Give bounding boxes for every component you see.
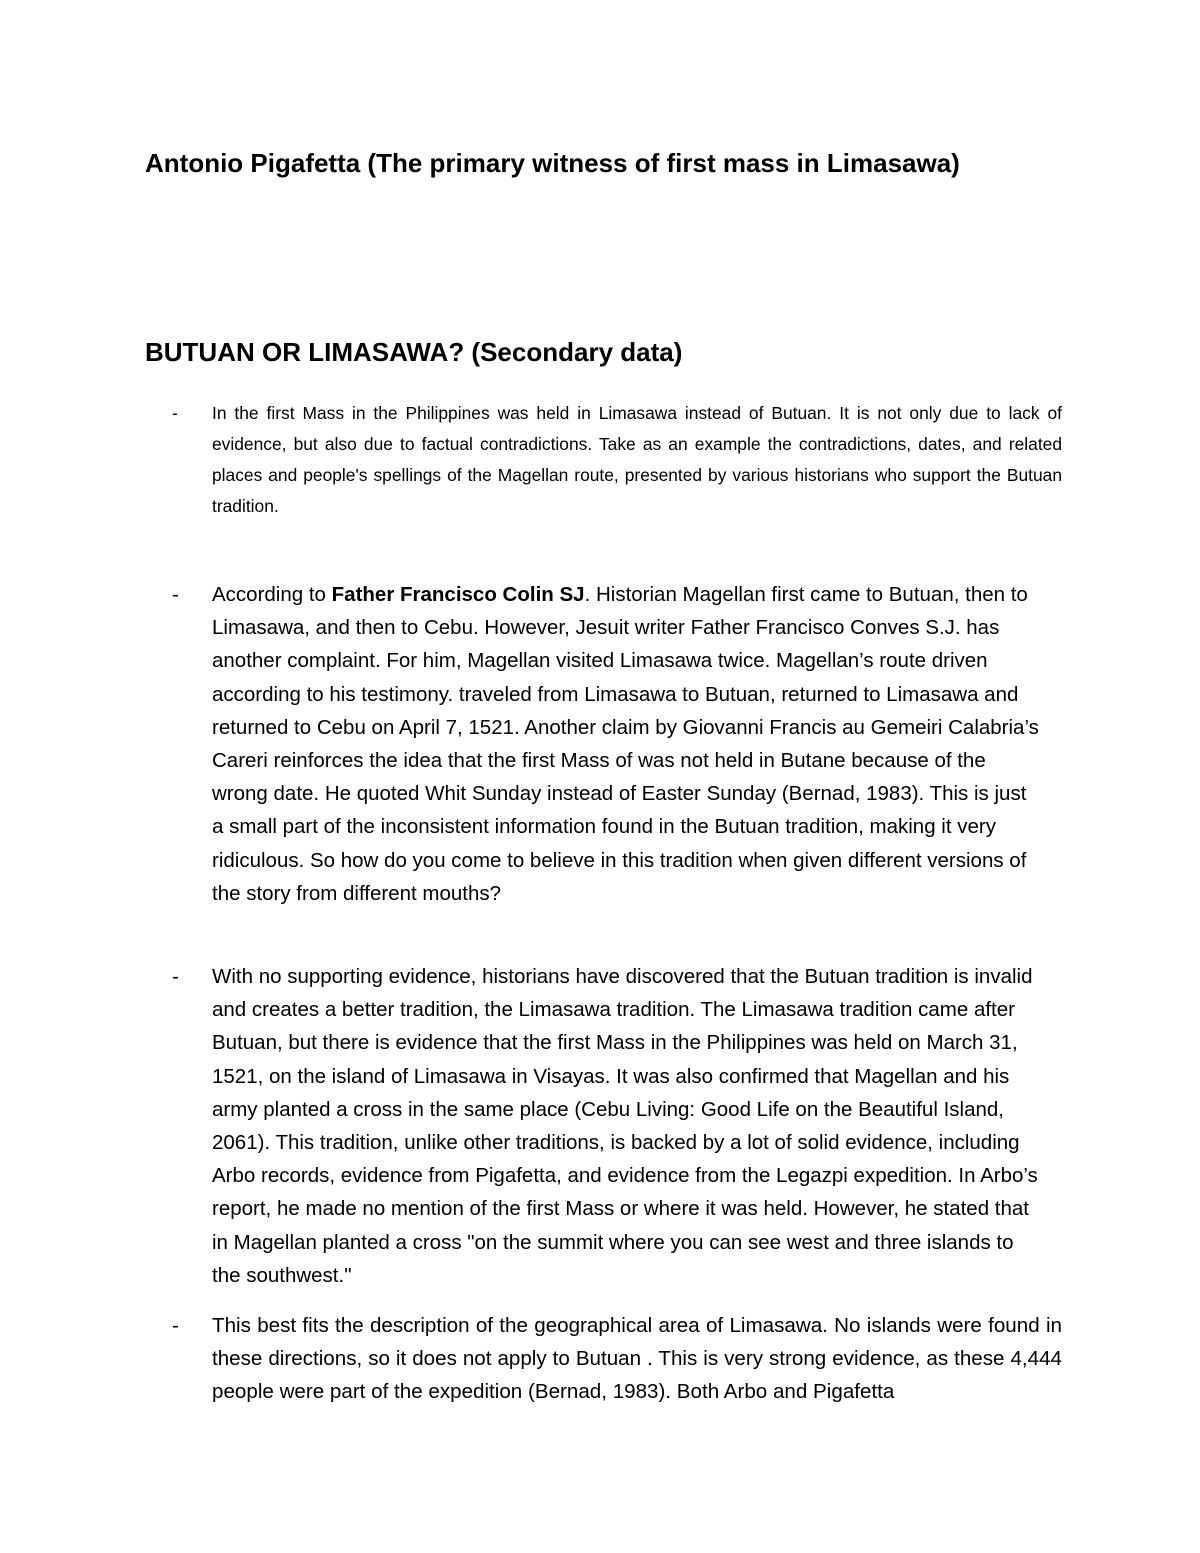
bullet-marker: - bbox=[172, 583, 179, 606]
page-title: Antonio Pigafetta (The primary witness of first mass in Limasawa) bbox=[145, 148, 960, 178]
paragraph-text bbox=[212, 578, 1042, 910]
paragraph-text-rest: . Historian Magellan first came to Butuan, then to Limasawa, and then to Cebu. However, Jesuit writer Father Francisco Conves S.J. has another complaint. For him, Magellan visited Limasawa twice. Magellan’s route driven according to his testimony. traveled from Limasawa to Butuan, returned to Limasawa and returned to Cebu on April 7, 1521. Another claim by Giovanni Francis au Gemeiri Calabria’s Careri reinforces the idea that the first Mass of was not held in Butane because of the wrong date. He quoted Whit Sunday instead of Easter Sunday (Bernad, 1983). This is just a small part of the inconsistent information found in the Butuan tradition, making it very ridiculous. So how do you come to believe in this tradition when given different versions of the story from different mouths? bbox=[212, 583, 1039, 905]
bullet-marker: - bbox=[172, 403, 178, 423]
section-heading: BUTUAN OR LIMASAWA? (Secondary data) bbox=[145, 337, 683, 367]
paragraph-text-lead: According to bbox=[212, 583, 332, 606]
bullet-marker: - bbox=[172, 1314, 179, 1337]
paragraph-text: This best fits the description of the geographical area of Limasawa. No islands were found in these directions, so it does not apply to Butuan . This is very strong evidence, as these 4,444 people were part of the expedition (Bernad, 1983). Both Arbo and Pigafetta bbox=[212, 1314, 1062, 1404]
paragraph-text: In the first Mass in the Philippines was held in Limasawa instead of Butuan. It is not only due to lack of evidence, but also due to factual contradictions. Take as an example the contradictions, dates, and related places and people's spellings of the Magellan route, presented by various historians who support the Butuan tradition. bbox=[212, 403, 1062, 516]
paragraph-text: With no supporting evidence, historians have discovered that the Butuan tradition is invalid and creates a better tradition, the Limasawa tradition. The Limasawa tradition came after Butuan, but there is evidence that the first Mass in the Philippines was held on March 31, 1521, on the island of Limasawa in Visayas. It was also confirmed that Magellan and his army planted a cross in the same place (Cebu Living: Good Life on the Beautiful Island, 2061). This tradition, unlike other traditions, is backed by a lot of solid evidence, including Arbo records, evidence from Pigafetta, and evidence from the Legazpi expedition. In Arbo’s report, he made no mention of the first Mass or where it was held. However, he stated that in Magellan planted a cross "on the summit where you can see west and three islands to the southwest." bbox=[212, 965, 1038, 1287]
bullet-marker: - bbox=[172, 965, 179, 988]
paragraph-bold-name: Father Francisco Colin SJ bbox=[331, 583, 585, 606]
